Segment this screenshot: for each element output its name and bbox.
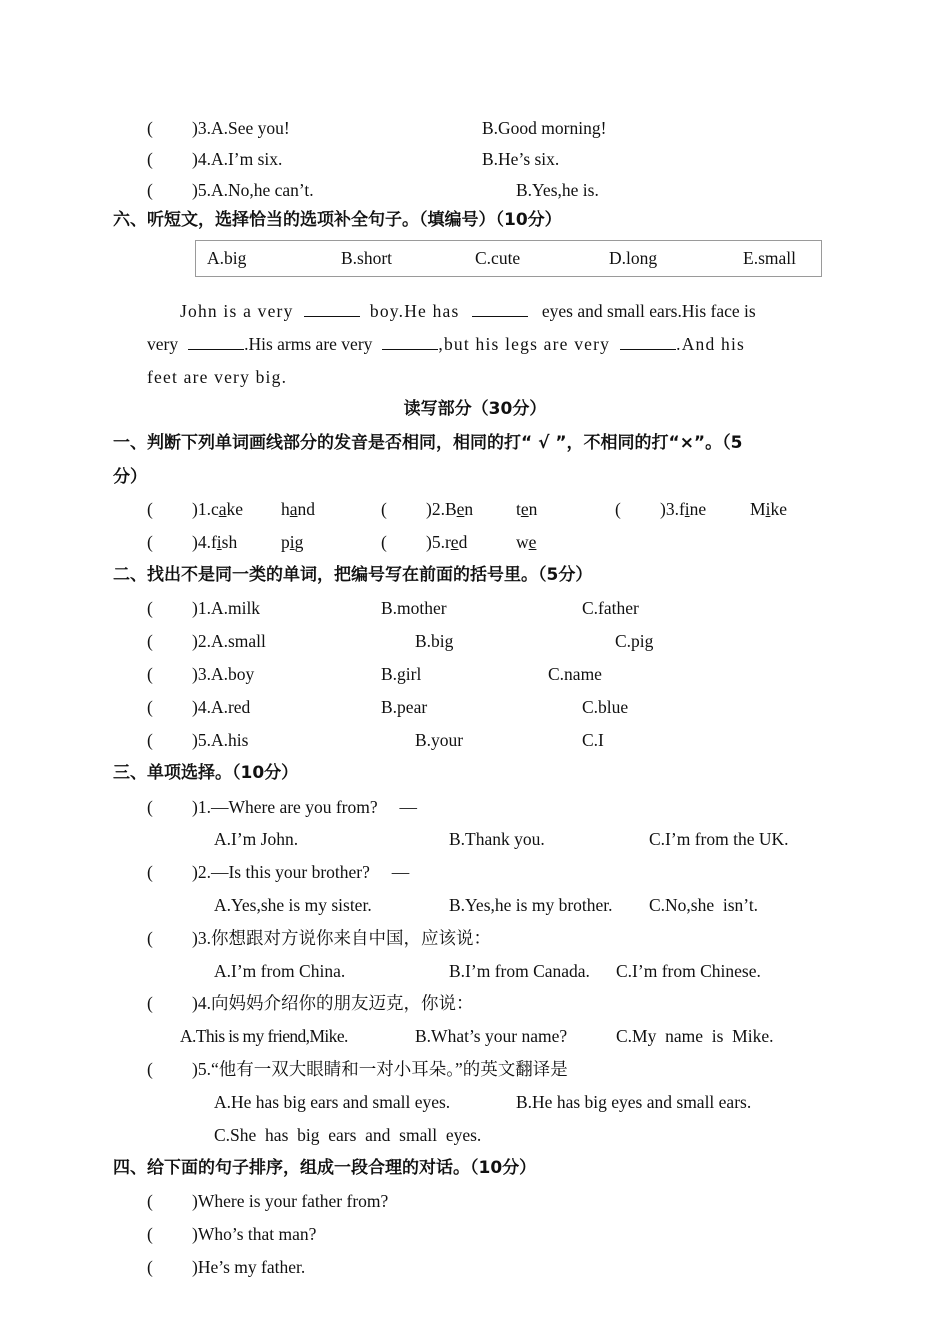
r2-item-4: ( )4.A.red B.pear C.blue xyxy=(147,697,629,717)
r4-heading: 四、给下面的句子排序，组成一段合理的对话。（10分） xyxy=(113,1158,537,1178)
blank-1[interactable] xyxy=(304,302,360,317)
r2-item-2: ( )2.A.small B.big C.pig xyxy=(147,631,654,651)
r1-item-1: ( )1.cake hand xyxy=(147,499,316,519)
blank-3[interactable] xyxy=(188,335,244,350)
r4-item: ( )Where is your father from? xyxy=(147,1191,389,1211)
listen-item-5: ( )5.A.No,he can’t. B.Yes,he is. xyxy=(147,180,599,200)
rw-part-title: 读写部分（30分） xyxy=(403,399,547,419)
r1-heading-line1: 一、判断下列单词画线部分的发音是否相同，相同的打“ √ ”，不相同的打“×”。（5 xyxy=(113,433,743,453)
r4-item: ( )He’s my father. xyxy=(147,1257,306,1277)
r3-q3: ( )3.你想跟对方说你来自中国，应该说： xyxy=(147,928,491,948)
r2-item-1: ( )1.A.milk B.mother C.father xyxy=(147,598,639,618)
r3-q4: ( )4.向妈妈介绍你的朋友迈克，你说： xyxy=(147,993,474,1013)
blank-4[interactable] xyxy=(382,335,438,350)
passage-line-2: very .His arms are very ,but his legs are very .And his xyxy=(147,334,746,354)
r2-heading: 二、找出不是同一类的单词，把编号写在前面的括号里。（5分） xyxy=(113,565,593,585)
word-option: E.small xyxy=(743,248,796,268)
r3-q2: ( )2.—Is this your brother? — xyxy=(147,862,410,882)
r3-q1-options: A.I’m John. B.Thank you. C.I’m from the UK. xyxy=(214,829,789,849)
r1-item-4: ( )4.fish pig xyxy=(147,532,304,552)
r3-heading: 三、单项选择。（10分） xyxy=(113,763,299,783)
r3-q4-options: A.This is my friend,Mike. B.What’s your name? C.My name is Mike. xyxy=(180,1026,774,1046)
word-option: C.cute xyxy=(475,248,521,268)
word-option: A.big xyxy=(207,248,247,268)
r4-item: ( )Who’s that man? xyxy=(147,1224,317,1244)
passage-line-3: feet are very big. xyxy=(147,367,288,387)
word-option: D.long xyxy=(609,248,658,268)
r1-item-3: ( )3.fine Mike xyxy=(615,499,787,519)
r3-q2-options: A.Yes,she is my sister. B.Yes,he is my brother. C.No,she isn’t. xyxy=(214,895,759,915)
r3-q1: ( )1.—Where are you from? — xyxy=(147,797,417,817)
r3-q5: ( )5.“他有一双大眼睛和一对小耳朵。”的英文翻译是 xyxy=(147,1059,568,1079)
section-6-heading: 六、听短文，选择恰当的选项补全句子。（填编号）（10分） xyxy=(113,210,562,230)
r1-heading-line2: 分） xyxy=(113,467,147,487)
r1-item-2: ( )2.Ben ten xyxy=(381,499,538,519)
listen-item-3: ( )3.A.See you! B.Good morning! xyxy=(147,118,607,138)
listen-item-4: ( )4.A.I’m six. B.He’s six. xyxy=(147,149,560,169)
blank-2[interactable] xyxy=(472,302,528,317)
r3-q5-options: A.He has big ears and small eyes. B.He has big eyes and small ears. xyxy=(214,1092,752,1112)
r3-q5-option-c: C.She has big ears and small eyes. xyxy=(214,1125,482,1145)
blank-5[interactable] xyxy=(620,335,676,350)
passage-line-1: John is a very boy.He has eyes and small ears.His face is xyxy=(180,301,756,321)
word-option: B.short xyxy=(341,248,393,268)
r2-item-5: ( )5.A.his B.your C.I xyxy=(147,730,604,750)
r2-item-3: ( )3.A.boy B.girl C.name xyxy=(147,664,602,684)
r1-item-5: ( )5.red we xyxy=(381,532,537,552)
r3-q3-options: A.I’m from China. B.I’m from Canada. C.I’m from Chinese. xyxy=(214,961,761,981)
word-box xyxy=(195,240,822,277)
